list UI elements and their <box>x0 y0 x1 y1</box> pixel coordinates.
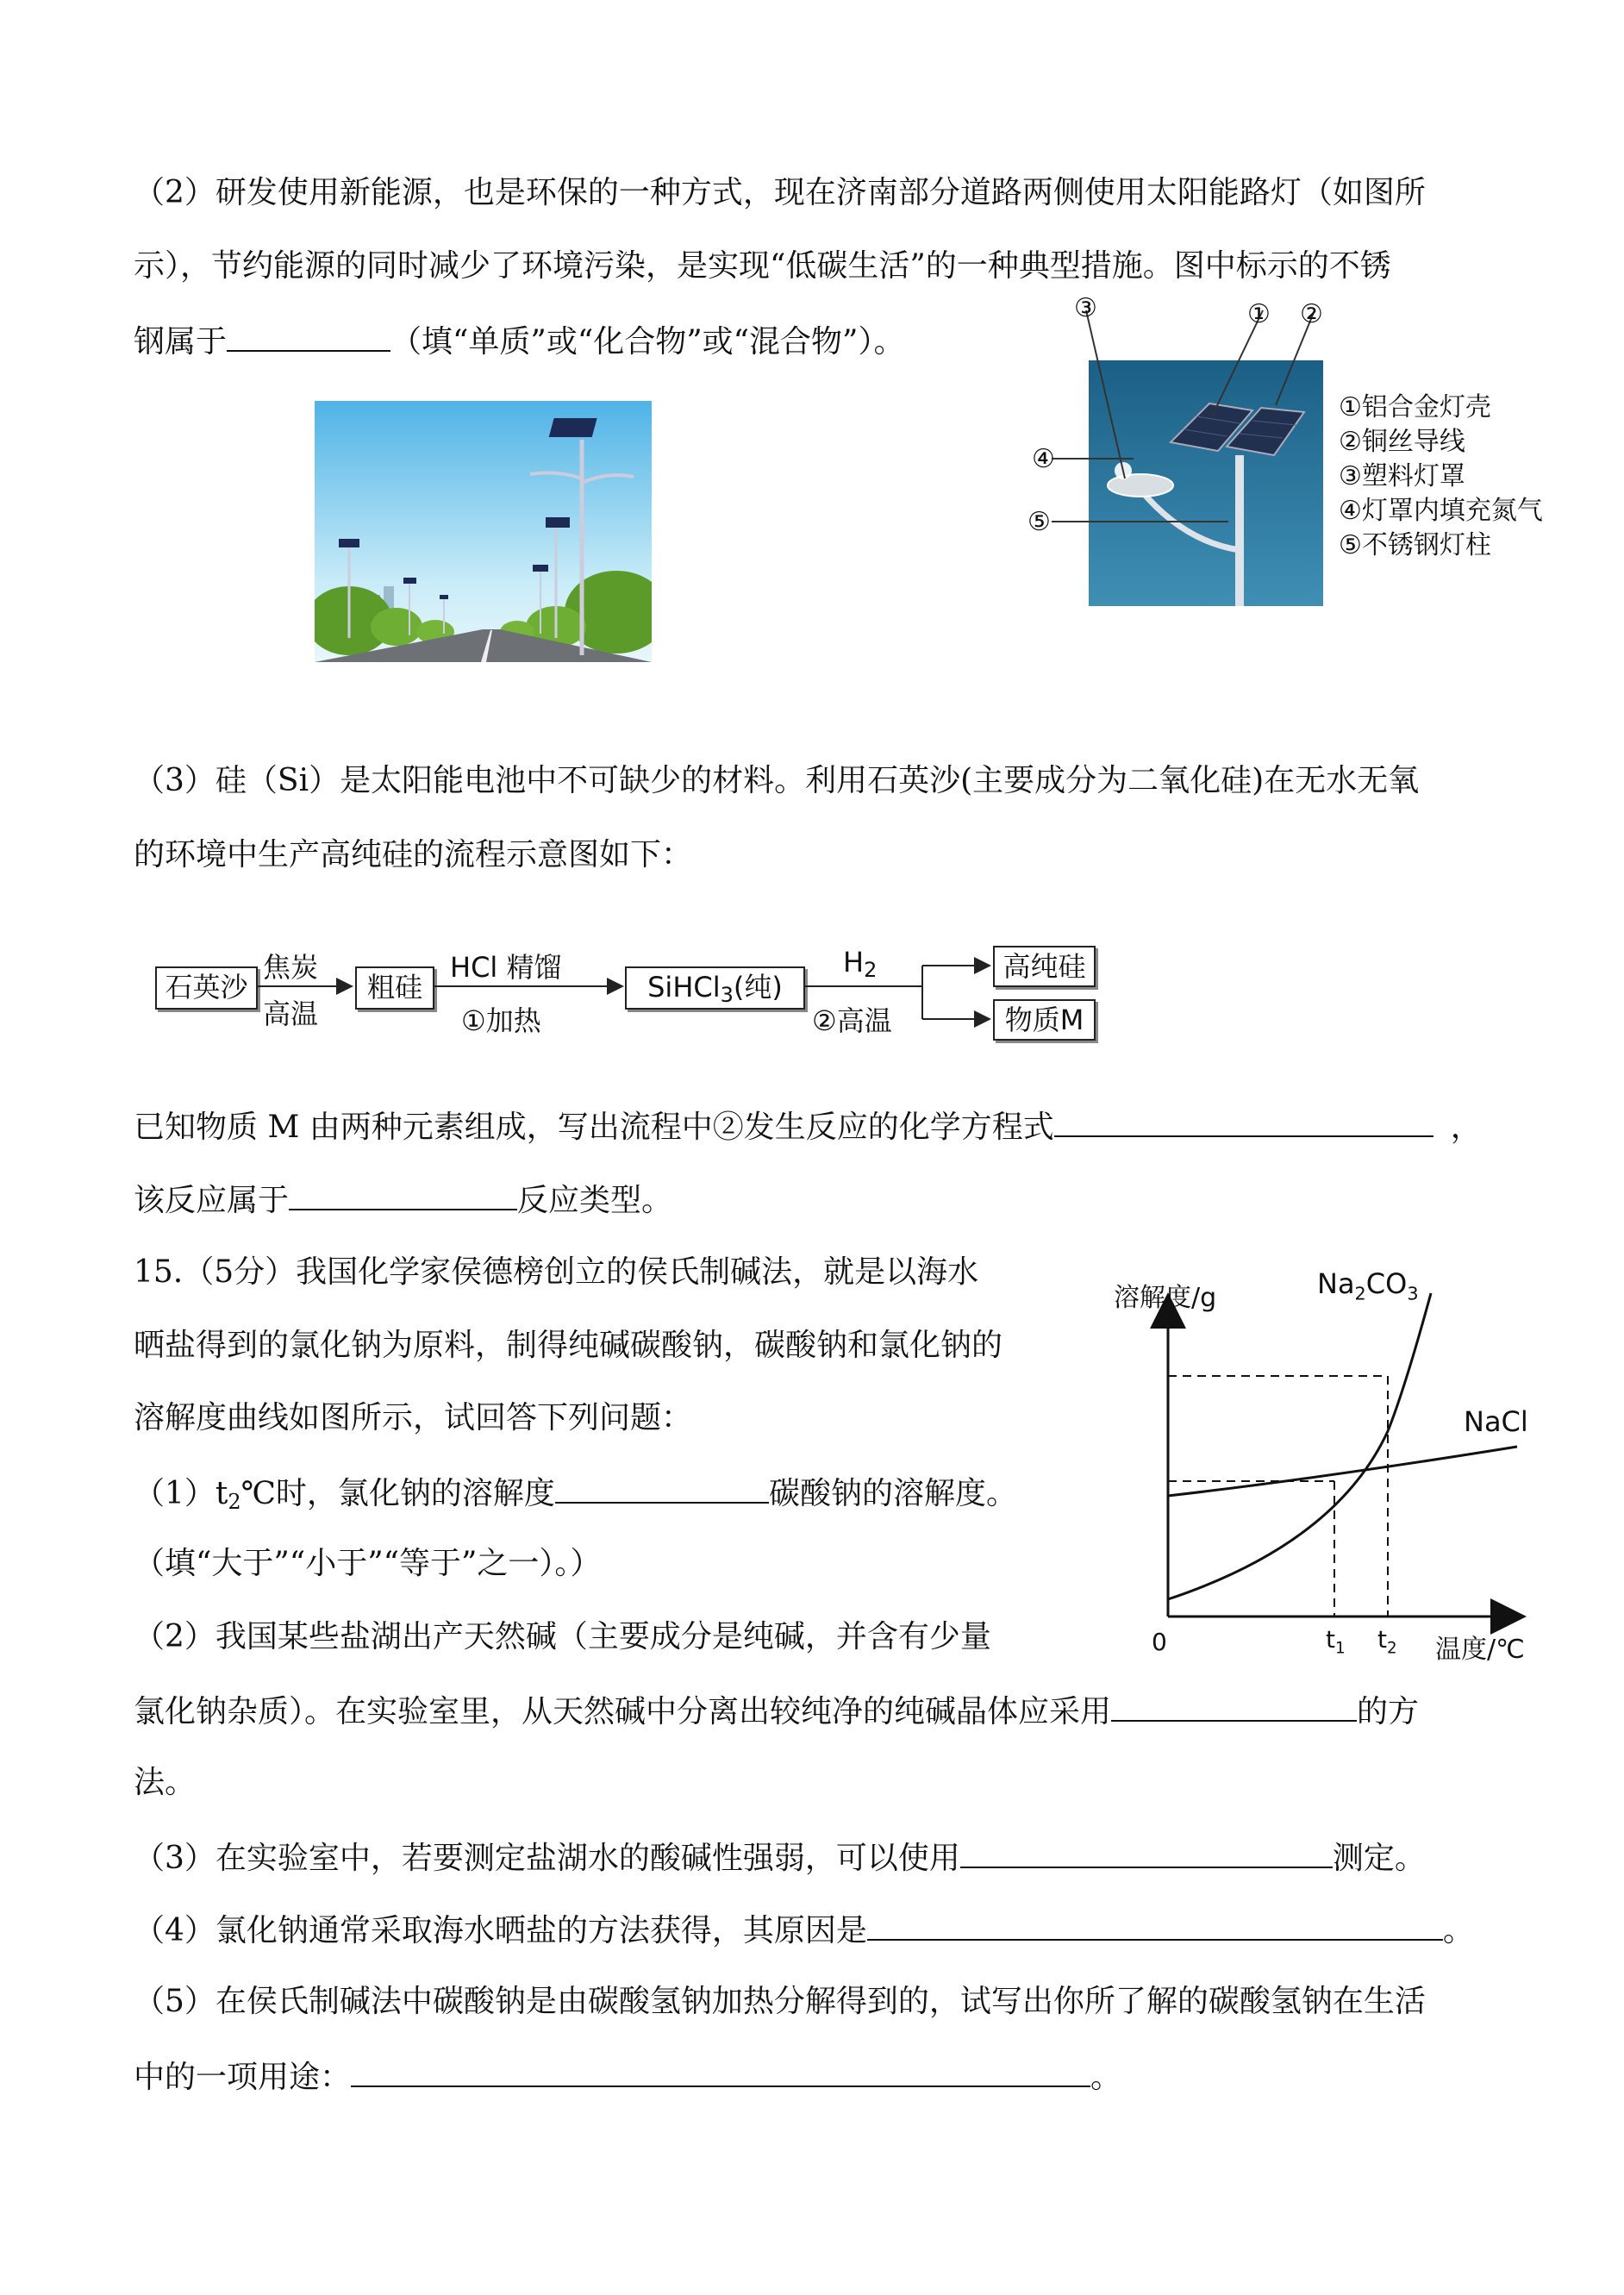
answer-blank-bicarbonate-use[interactable] <box>351 2056 1090 2087</box>
q15-q1-hint: （填“大于”“小于”“等于”之一）。） <box>134 1546 602 1581</box>
flow-step3-bottom: ②高温 <box>812 1004 892 1037</box>
series-na2co3-curve <box>1168 1293 1431 1599</box>
q15-q2-c: 的方 <box>1357 1694 1420 1729</box>
answer-blank-separation-method[interactable] <box>1111 1691 1357 1722</box>
q15-q4-line <box>134 1910 1474 1950</box>
guide-lines <box>1168 1376 1388 1617</box>
lamp-legend-2: ②铜丝导线 <box>1339 427 1465 457</box>
x-axis-label: 温度/℃ <box>1435 1635 1525 1665</box>
q14-p2-line3 <box>134 321 904 361</box>
lamp-marker-5: ⑤ <box>1027 507 1051 537</box>
q14-p3-line4 <box>134 1179 672 1220</box>
q15-q2-line1: （2）我国某些盐湖出产天然碱（主要成分是纯碱，并含有少量 <box>134 1619 991 1654</box>
q15-q4-a: （4）氯化钠通常采取海水晒盐的方法获得，其原因是 <box>134 1913 867 1948</box>
q14-p3-line3 <box>134 1106 1482 1147</box>
q14-p3-line2: 的环境中生产高纯硅的流程示意图如下： <box>134 837 693 872</box>
lamp-marker-4: ④ <box>1032 444 1055 474</box>
answer-blank-reaction-type[interactable] <box>289 1179 517 1210</box>
q14-p3-text-c: 该反应属于 <box>134 1183 290 1218</box>
sihcl3-text: SiHCl <box>647 971 721 1004</box>
flow-step2-bottom: ①加热 <box>461 1004 541 1037</box>
x-tick-t1: $t_1$ <box>1326 1625 1346 1658</box>
q15-q5-b: 中的一项用途： <box>134 2060 352 2095</box>
answer-blank-solubility-compare[interactable] <box>555 1473 769 1504</box>
sihcl3-pure: (纯) <box>733 971 783 1004</box>
q15-q1-sub: 2 <box>228 1490 241 1514</box>
answer-blank-equation[interactable] <box>1054 1106 1433 1137</box>
flow-box-crude-silicon: 粗硅 <box>355 966 434 1010</box>
q14-p3-text-a: 已知物质 M 由两种元素组成，写出流程中②发生反应的化学方程式 <box>134 1110 1054 1145</box>
lamp-marker-2: ② <box>1300 299 1323 329</box>
h2-subscript: 2 <box>864 958 878 982</box>
flow-box-substance-m: 物质M <box>993 999 1096 1041</box>
q15-q3-b: 测定。 <box>1332 1841 1426 1876</box>
solar-street-lamp-photo <box>315 401 652 662</box>
flow-box-quartz-sand: 石英沙 <box>155 966 258 1010</box>
flow-arrows <box>250 948 1000 1043</box>
lamp-legend-5: ⑤不锈钢灯柱 <box>1339 530 1491 560</box>
flow-box-pure-silicon: 高纯硅 <box>993 946 1096 987</box>
x-tick-t2: $t_2$ <box>1377 1625 1397 1658</box>
q15-q1-c: 碳酸钠的溶解度。 <box>768 1476 1017 1511</box>
flow-step1-bottom: 高温 <box>263 997 319 1030</box>
q15-q1-line <box>134 1473 1017 1521</box>
q14-p3-text-d: 反应类型。 <box>517 1183 673 1218</box>
q15-q2-b: 氯化钠杂质）。在实验室里，从天然碱中分离出较纯净的纯碱晶体应采用 <box>134 1694 1112 1729</box>
lamp-marker-1: ① <box>1247 299 1271 329</box>
q15-line3: 溶解度曲线如图所示，试回答下列问题： <box>134 1400 693 1435</box>
answer-blank-stainless-steel[interactable] <box>227 321 390 352</box>
q15-line2: 晒盐得到的氯化钠为原料，制得纯碱碳酸钠，碳酸钠和氯化钠的 <box>134 1328 1003 1363</box>
q14-p3-text-b: ， <box>1450 1110 1482 1145</box>
lamp-leader-lines <box>1017 285 1345 543</box>
lamp-legend-4: ④灯罩内填充氮气 <box>1339 496 1543 526</box>
y-axis-label: 溶解度/g <box>1114 1283 1217 1313</box>
origin-label: 0 <box>1152 1628 1167 1656</box>
series-label-nacl: NaCl <box>1464 1405 1528 1438</box>
series-nacl-curve <box>1168 1447 1517 1496</box>
lamp-legend-1: ①铝合金灯壳 <box>1339 392 1491 422</box>
solubility-chart <box>1103 1259 1534 1673</box>
q14-p2-line2: 示），节约能源的同时减少了环境污染，是实现“低碳生活”的一种典型措施。图中标示的不锈 <box>134 248 1391 284</box>
q15-q5-c: 。 <box>1090 2060 1122 2095</box>
flow-step1-top: 焦炭 <box>263 951 319 984</box>
q15-q1-a: （1）t <box>134 1476 228 1511</box>
q15-line1: 15.（5分）我国化学家侯德榜创立的侯氏制碱法，就是以海水 <box>134 1254 979 1290</box>
h2-text: H <box>843 946 865 979</box>
q15-q1-b: ℃时，氯化钠的溶解度 <box>240 1476 555 1511</box>
sihcl3-subscript: 3 <box>720 983 734 1007</box>
q15-q2-line2 <box>134 1691 1419 1731</box>
solubility-chart-svg <box>1103 1259 1534 1673</box>
q14-p2-line1: （2）研发使用新能源，也是环保的一种方式，现在济南部分道路两侧使用太阳能路灯（如图所 <box>134 175 1426 210</box>
q14-p2-text-b: （填“单质”或“化合物”或“混合物”）。 <box>390 324 905 360</box>
q15-q5-line1: （5）在侯氏制碱法中碳酸钠是由碳酸氢钠加热分解得到的，试写出你所了解的碳酸氢钠在生活 <box>134 1984 1426 2019</box>
q15-q5-line2 <box>134 2056 1121 2097</box>
q14-p3-line1: （3）硅（Si）是太阳能电池中不可缺少的材料。利用石英沙(主要成分为二氧化硅)在无水无氧 <box>134 763 1420 798</box>
q15-q2-line3: 法。 <box>134 1765 197 1800</box>
series-label-na2co3: $Na_2CO_3$ <box>1317 1267 1419 1304</box>
q15-q3-line <box>134 1837 1426 1878</box>
answer-blank-sea-salt-reason[interactable] <box>867 1910 1443 1941</box>
answer-blank-ph-measure[interactable] <box>960 1837 1333 1868</box>
lamp-marker-3: ③ <box>1074 293 1097 323</box>
q14-p2-text-a: 钢属于 <box>134 324 228 360</box>
flow-step2-top: HCl 精馏 <box>450 951 562 984</box>
lamp-legend-3: ③塑料灯罩 <box>1339 461 1465 491</box>
q15-q3-a: （3）在实验室中，若要测定盐湖水的酸碱性强弱，可以使用 <box>134 1841 960 1876</box>
q15-q4-b: 。 <box>1442 1913 1474 1948</box>
